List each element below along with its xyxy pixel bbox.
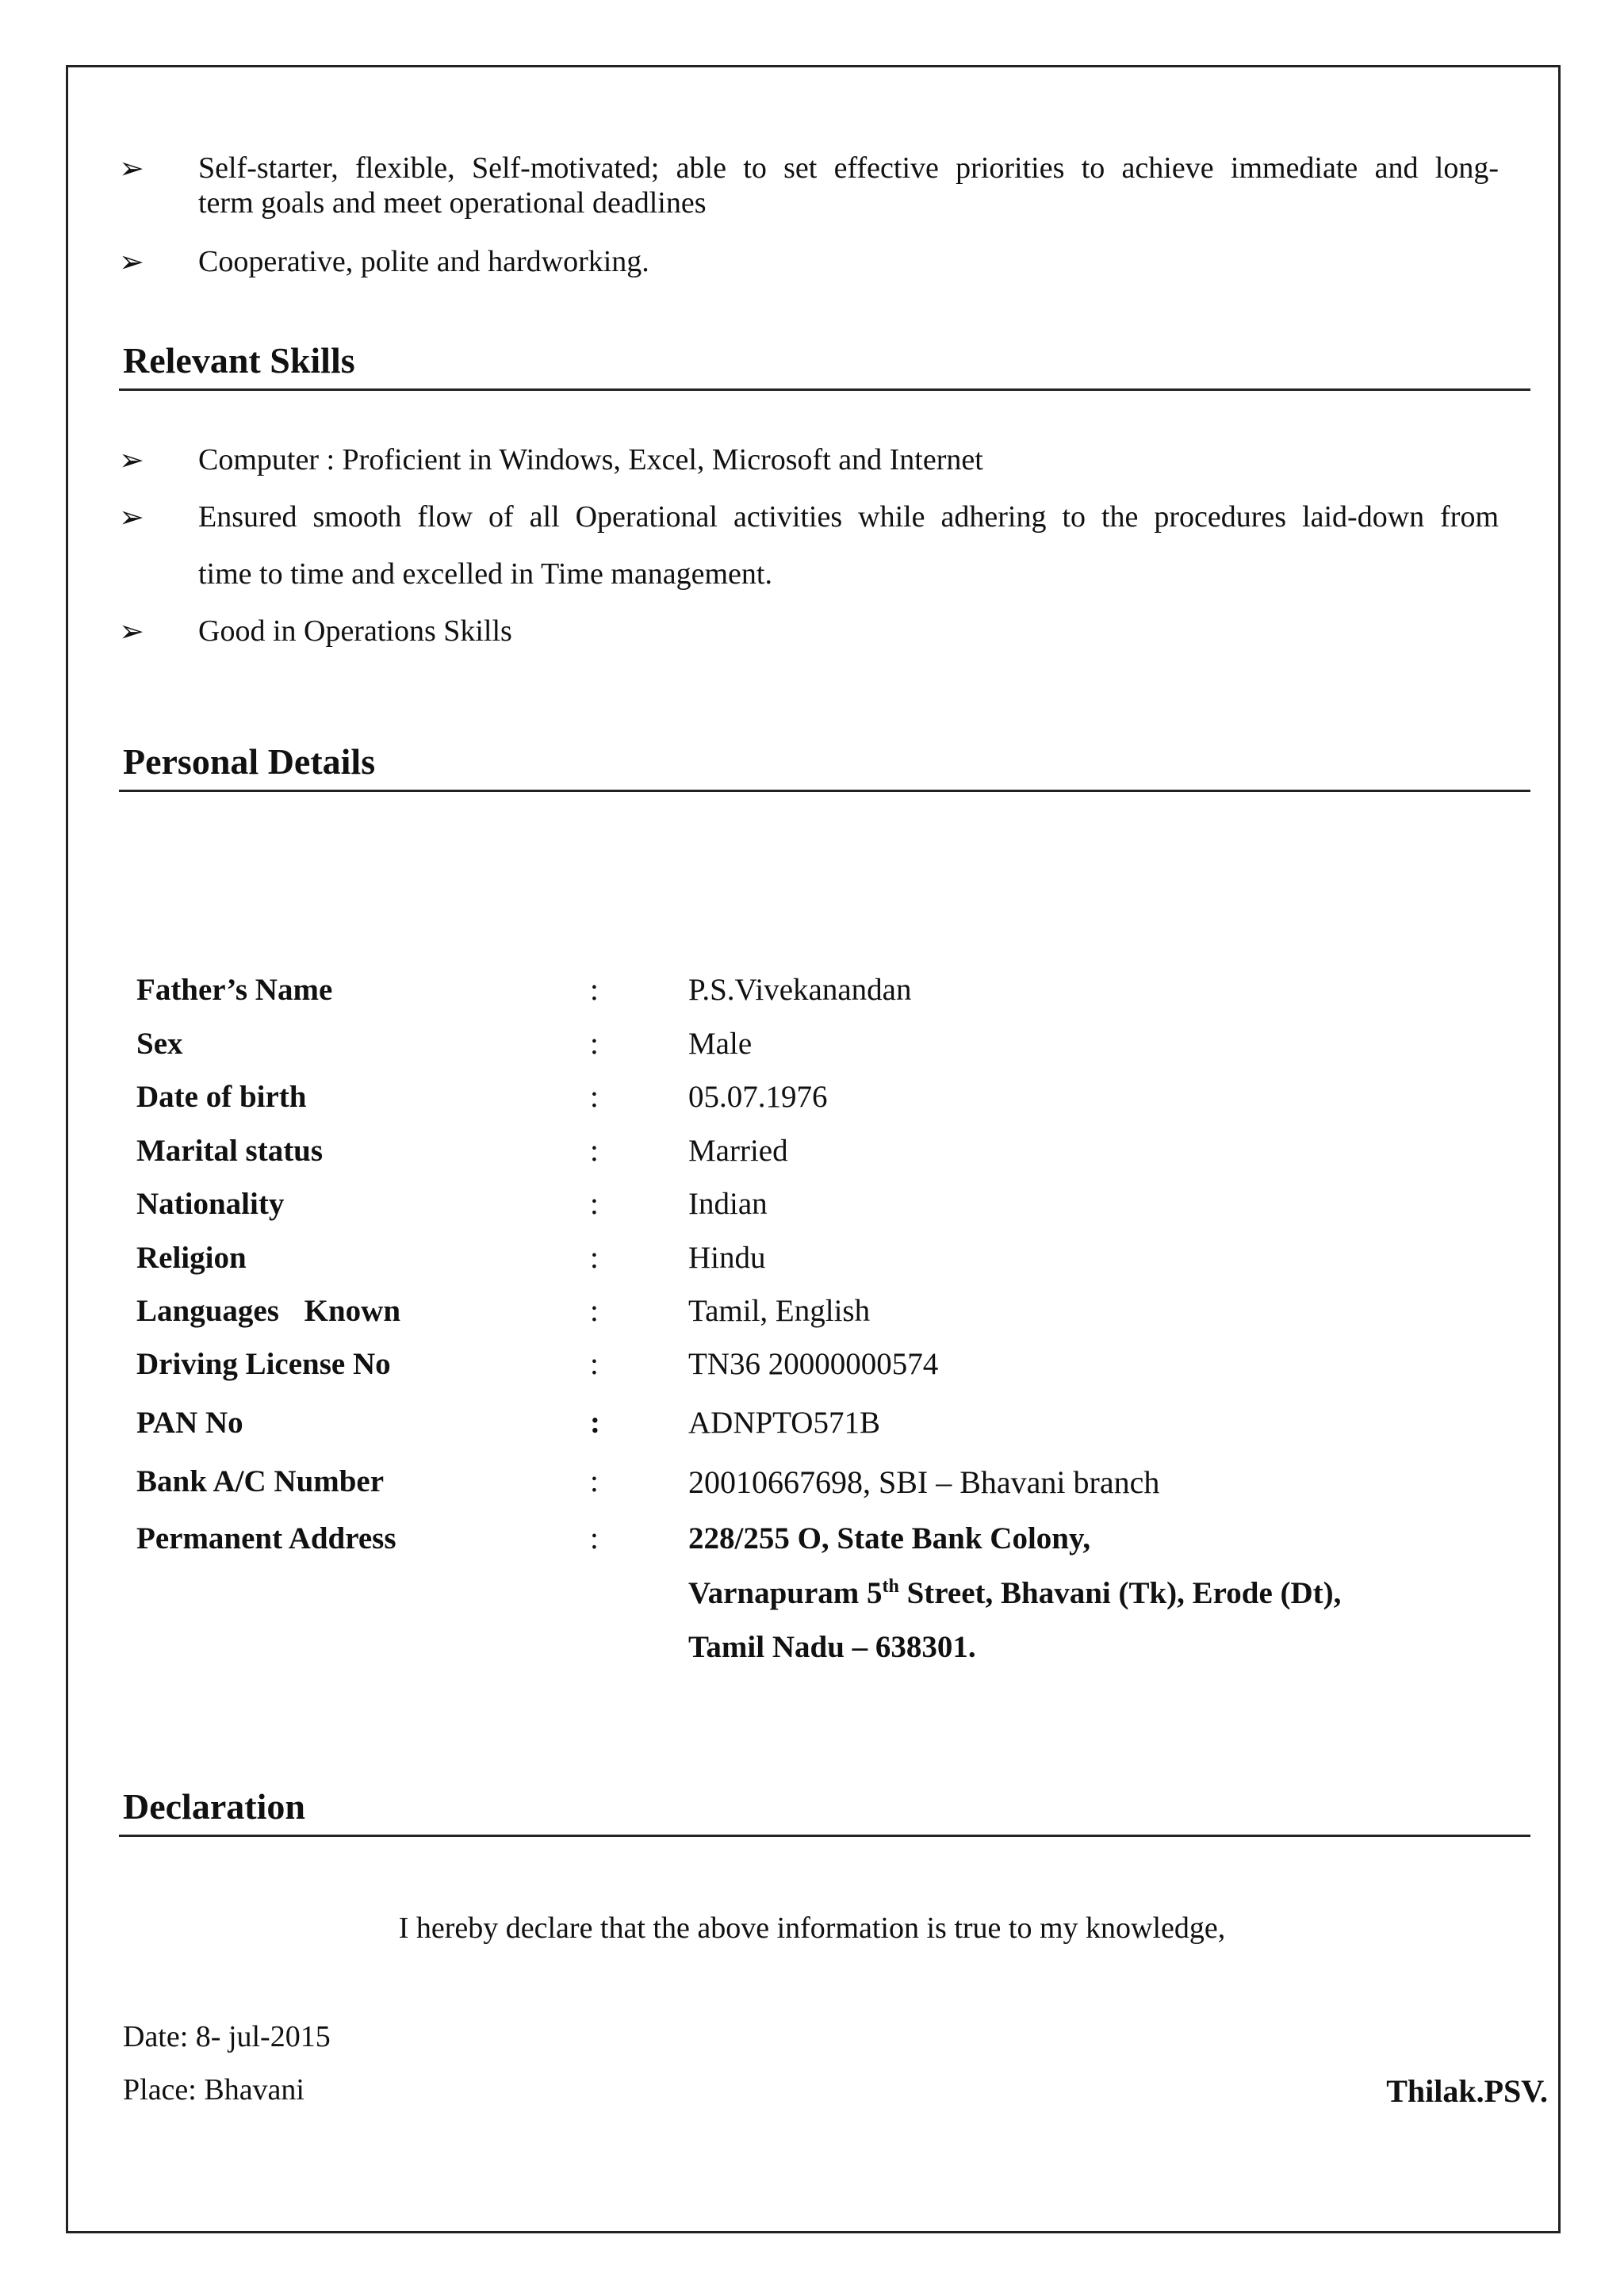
- section-heading-relevant-skills: Relevant Skills: [123, 340, 355, 381]
- field-label: Sex: [136, 1027, 183, 1061]
- bullet-line: term goals and meet operational deadlines: [198, 186, 707, 220]
- field-value: Indian: [688, 1187, 768, 1221]
- arrow-bullet-icon: ➢: [119, 444, 144, 477]
- colon-separator: :: [590, 1347, 599, 1381]
- field-label: Nationality: [136, 1187, 285, 1221]
- field-label: Bank A/C Number: [136, 1464, 385, 1498]
- colon-separator: :: [590, 1187, 599, 1221]
- address-street-prefix: Varnapuram 5: [688, 1576, 883, 1610]
- details-row-sex: [136, 1026, 1484, 1073]
- bullet-line: Good in Operations Skills: [198, 614, 512, 648]
- address-line-3: [136, 1629, 1484, 1677]
- address-line-2-text: [688, 1575, 1341, 1611]
- declaration-text: I hereby declare that the above information is true to my knowledge,: [398, 1911, 1226, 1945]
- field-value: TN36 20000000574: [688, 1347, 939, 1381]
- field-value: P.S.Vivekanandan: [688, 973, 912, 1007]
- colon-separator: :: [590, 1241, 599, 1275]
- colon-separator: :: [590, 1080, 599, 1114]
- details-row-religion: [136, 1240, 1484, 1288]
- field-value: Married: [688, 1134, 788, 1168]
- colon-separator: :: [590, 973, 599, 1007]
- details-row-date-of-birth: [136, 1079, 1484, 1127]
- address-line-2: [136, 1575, 1484, 1623]
- field-label: PAN No: [136, 1406, 243, 1440]
- colon-separator: :: [590, 1294, 599, 1328]
- field-value: 05.07.1976: [688, 1080, 828, 1114]
- field-label: Driving License No: [136, 1347, 391, 1381]
- arrow-bullet-icon: ➢: [119, 615, 144, 649]
- section-heading-declaration: Declaration: [123, 1786, 305, 1827]
- section-heading-personal-details: Personal Details: [123, 741, 376, 782]
- field-label: Father’s Name: [136, 973, 333, 1007]
- field-value: Tamil, English: [688, 1294, 871, 1328]
- section-divider: [119, 388, 1530, 391]
- field-value: ADNPTO571B: [688, 1406, 880, 1440]
- details-row-permanent-address: [136, 1521, 1484, 1568]
- declaration-date: Date: 8- jul-2015: [123, 2020, 331, 2053]
- bullet-line: Computer : Proficient in Windows, Excel, Microsoft and Internet: [198, 443, 983, 476]
- colon-separator: :: [590, 1406, 600, 1440]
- section-divider: [119, 790, 1530, 792]
- details-row-bank-account: [136, 1464, 1484, 1511]
- bullet-line: time to time and excelled in Time management.: [198, 557, 772, 591]
- field-label: Religion: [136, 1241, 247, 1275]
- details-row-marital-status: [136, 1133, 1484, 1181]
- details-row-fathers-name: [136, 972, 1484, 1020]
- field-label: Date of birth: [136, 1080, 307, 1114]
- bullet-line: Cooperative, polite and hardworking.: [198, 245, 649, 278]
- colon-separator: :: [590, 1464, 599, 1498]
- details-row-pan-no: [136, 1405, 1484, 1452]
- details-row-driving-license: [136, 1346, 1484, 1394]
- bullet-line: Ensured smooth flow of all Operational activities while adhering to the procedures laid-down from: [198, 500, 1499, 534]
- signature-name: Thilak.PSV.: [1386, 2073, 1548, 2109]
- field-value: Tamil Nadu – 638301.: [688, 1630, 976, 1664]
- declaration-place: Place: Bhavani: [123, 2073, 304, 2107]
- details-row-languages-known: [136, 1293, 1484, 1341]
- arrow-bullet-icon: ➢: [119, 246, 144, 279]
- field-value: 20010667698, SBI – Bhavani branch: [688, 1464, 1160, 1500]
- field-value: 228/255 O, State Bank Colony,: [688, 1521, 1091, 1556]
- colon-separator: :: [590, 1027, 599, 1061]
- field-label: Marital status: [136, 1134, 324, 1168]
- field-value: Male: [688, 1027, 753, 1061]
- details-row-nationality: [136, 1186, 1484, 1234]
- field-value: Hindu: [688, 1241, 766, 1275]
- ordinal-suffix: th: [882, 1576, 899, 1597]
- colon-separator: :: [590, 1134, 599, 1168]
- address-street-suffix: Street, Bhavani (Tk), Erode (Dt),: [898, 1576, 1342, 1610]
- arrow-bullet-icon: ➢: [119, 152, 144, 186]
- bullet-line: Self-starter, flexible, Self-motivated; able to set effective priorities to achieve immediate and long-: [198, 151, 1499, 185]
- field-label: Languages Known: [136, 1294, 401, 1328]
- arrow-bullet-icon: ➢: [119, 501, 144, 534]
- field-label: Permanent Address: [136, 1521, 396, 1556]
- section-divider: [119, 1835, 1530, 1837]
- colon-separator: :: [590, 1521, 599, 1556]
